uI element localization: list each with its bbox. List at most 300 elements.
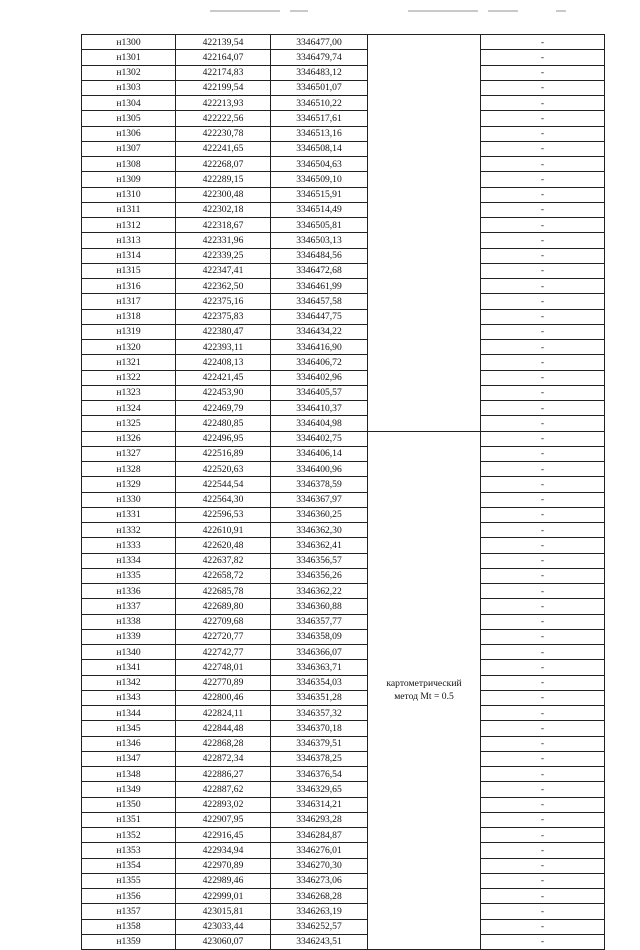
point-id-cell: н1358	[82, 919, 176, 934]
point-id-cell: н1356	[82, 889, 176, 904]
point-id-cell: н1316	[82, 279, 176, 294]
description-cell: -	[481, 492, 605, 507]
description-cell: -	[481, 126, 605, 141]
y-coordinate-cell: 3346406,72	[271, 355, 368, 370]
table-row	[82, 660, 605, 675]
description-cell: -	[481, 812, 605, 827]
table-row	[82, 233, 605, 248]
x-coordinate-cell: 422999,01	[176, 889, 271, 904]
table-row	[82, 462, 605, 477]
method-cell	[368, 431, 481, 950]
point-id-cell: н1327	[82, 446, 176, 461]
y-coordinate-cell: 3346515,91	[271, 187, 368, 202]
y-coordinate-cell: 3346402,96	[271, 370, 368, 385]
point-id-cell: н1304	[82, 96, 176, 111]
x-coordinate-cell: 422516,89	[176, 446, 271, 461]
x-coordinate-cell: 422907,95	[176, 812, 271, 827]
description-cell: -	[481, 751, 605, 766]
point-id-cell: н1331	[82, 507, 176, 522]
table-row	[82, 919, 605, 934]
y-coordinate-cell: 3346410,37	[271, 401, 368, 416]
y-coordinate-cell: 3346268,28	[271, 889, 368, 904]
table-row	[82, 80, 605, 95]
x-coordinate-cell: 423033,44	[176, 919, 271, 934]
point-id-cell: н1301	[82, 50, 176, 65]
table-row	[82, 538, 605, 553]
x-coordinate-cell: 422844,48	[176, 721, 271, 736]
description-cell: -	[481, 65, 605, 80]
description-cell: -	[481, 538, 605, 553]
y-coordinate-cell: 3346357,32	[271, 706, 368, 721]
point-id-cell: н1312	[82, 218, 176, 233]
point-id-cell: н1359	[82, 934, 176, 949]
table-row	[82, 797, 605, 812]
y-coordinate-cell: 3346483,12	[271, 65, 368, 80]
description-cell: -	[481, 446, 605, 461]
table-row	[82, 355, 605, 370]
table-row	[82, 202, 605, 217]
description-cell: -	[481, 477, 605, 492]
y-coordinate-cell: 3346284,87	[271, 828, 368, 843]
point-id-cell: н1344	[82, 706, 176, 721]
y-coordinate-cell: 3346457,58	[271, 294, 368, 309]
table-row	[82, 828, 605, 843]
description-cell: -	[481, 416, 605, 431]
y-coordinate-cell: 3346363,71	[271, 660, 368, 675]
table-row	[82, 614, 605, 629]
x-coordinate-cell: 422742,77	[176, 645, 271, 660]
y-coordinate-cell: 3346360,25	[271, 507, 368, 522]
x-coordinate-cell: 422709,68	[176, 614, 271, 629]
scan-artifact	[488, 10, 518, 12]
x-coordinate-cell: 422164,07	[176, 50, 271, 65]
point-id-cell: н1355	[82, 873, 176, 888]
y-coordinate-cell: 3346405,57	[271, 385, 368, 400]
table-row	[82, 126, 605, 141]
y-coordinate-cell: 3346505,81	[271, 218, 368, 233]
table-row	[82, 340, 605, 355]
description-cell: -	[481, 690, 605, 705]
x-coordinate-cell: 422199,54	[176, 80, 271, 95]
point-id-cell: н1345	[82, 721, 176, 736]
point-id-cell: н1300	[82, 35, 176, 50]
table-row	[82, 492, 605, 507]
x-coordinate-cell: 422989,46	[176, 873, 271, 888]
description-cell: -	[481, 202, 605, 217]
x-coordinate-cell: 422770,89	[176, 675, 271, 690]
table-row	[82, 736, 605, 751]
x-coordinate-cell: 423015,81	[176, 904, 271, 919]
y-coordinate-cell: 3346273,06	[271, 873, 368, 888]
y-coordinate-cell: 3346406,14	[271, 446, 368, 461]
table-row	[82, 767, 605, 782]
point-id-cell: н1311	[82, 202, 176, 217]
x-coordinate-cell: 422139,54	[176, 35, 271, 50]
point-id-cell: н1318	[82, 309, 176, 324]
y-coordinate-cell: 3346504,63	[271, 157, 368, 172]
y-coordinate-cell: 3346472,68	[271, 263, 368, 278]
x-coordinate-cell: 422230,78	[176, 126, 271, 141]
table-row	[82, 584, 605, 599]
y-coordinate-cell: 3346447,75	[271, 309, 368, 324]
table-row	[82, 401, 605, 416]
x-coordinate-cell: 422453,90	[176, 385, 271, 400]
x-coordinate-cell: 422362,50	[176, 279, 271, 294]
description-cell: -	[481, 187, 605, 202]
y-coordinate-cell: 3346503,13	[271, 233, 368, 248]
y-coordinate-cell: 3346517,61	[271, 111, 368, 126]
x-coordinate-cell: 422720,77	[176, 629, 271, 644]
y-coordinate-cell: 3346356,26	[271, 568, 368, 583]
point-id-cell: н1319	[82, 324, 176, 339]
x-coordinate-cell: 422800,46	[176, 690, 271, 705]
point-id-cell: н1349	[82, 782, 176, 797]
table-row	[82, 690, 605, 705]
y-coordinate-cell: 3346379,51	[271, 736, 368, 751]
description-cell: -	[481, 660, 605, 675]
x-coordinate-cell: 422213,93	[176, 96, 271, 111]
table-row	[82, 279, 605, 294]
table-row	[82, 782, 605, 797]
description-cell: -	[481, 889, 605, 904]
description-cell: -	[481, 431, 605, 446]
x-coordinate-cell: 422824,11	[176, 706, 271, 721]
point-id-cell: н1341	[82, 660, 176, 675]
y-coordinate-cell: 3346376,54	[271, 767, 368, 782]
table-row	[82, 629, 605, 644]
y-coordinate-cell: 3346252,57	[271, 919, 368, 934]
x-coordinate-cell: 422934,94	[176, 843, 271, 858]
table-row	[82, 172, 605, 187]
y-coordinate-cell: 3346477,00	[271, 35, 368, 50]
point-id-cell: н1302	[82, 65, 176, 80]
x-coordinate-cell: 422222,56	[176, 111, 271, 126]
point-id-cell: н1305	[82, 111, 176, 126]
description-cell: -	[481, 767, 605, 782]
point-id-cell: н1313	[82, 233, 176, 248]
point-id-cell: н1324	[82, 401, 176, 416]
point-id-cell: н1350	[82, 797, 176, 812]
table-row	[82, 873, 605, 888]
table-row	[82, 553, 605, 568]
description-cell: -	[481, 401, 605, 416]
x-coordinate-cell: 422318,67	[176, 218, 271, 233]
point-id-cell: н1323	[82, 385, 176, 400]
x-coordinate-cell: 422380,47	[176, 324, 271, 339]
coordinates-table-body	[82, 35, 605, 950]
point-id-cell: н1336	[82, 584, 176, 599]
point-id-cell: н1333	[82, 538, 176, 553]
table-row	[82, 324, 605, 339]
y-coordinate-cell: 3346329,65	[271, 782, 368, 797]
point-id-cell: н1353	[82, 843, 176, 858]
description-cell: -	[481, 934, 605, 949]
y-coordinate-cell: 3346501,07	[271, 80, 368, 95]
table-row	[82, 477, 605, 492]
x-coordinate-cell: 422480,85	[176, 416, 271, 431]
x-coordinate-cell: 422520,63	[176, 462, 271, 477]
y-coordinate-cell: 3346404,98	[271, 416, 368, 431]
point-id-cell: н1307	[82, 141, 176, 156]
description-cell: -	[481, 96, 605, 111]
x-coordinate-cell: 422872,34	[176, 751, 271, 766]
y-coordinate-cell: 3346479,74	[271, 50, 368, 65]
description-cell: -	[481, 568, 605, 583]
y-coordinate-cell: 3346263,19	[271, 904, 368, 919]
table-row	[82, 645, 605, 660]
x-coordinate-cell: 422300,48	[176, 187, 271, 202]
table-row	[82, 96, 605, 111]
point-id-cell: н1322	[82, 370, 176, 385]
table-row	[82, 858, 605, 873]
point-id-cell: н1335	[82, 568, 176, 583]
y-coordinate-cell: 3346360,88	[271, 599, 368, 614]
y-coordinate-cell: 3346484,56	[271, 248, 368, 263]
description-cell: -	[481, 172, 605, 187]
x-coordinate-cell: 422610,91	[176, 523, 271, 538]
point-id-cell: н1329	[82, 477, 176, 492]
description-cell: -	[481, 629, 605, 644]
description-cell: -	[481, 50, 605, 65]
point-id-cell: н1330	[82, 492, 176, 507]
description-cell: -	[481, 523, 605, 538]
description-cell: -	[481, 111, 605, 126]
method-label-line1: картометрический	[386, 678, 462, 690]
table-row	[82, 904, 605, 919]
table-row	[82, 675, 605, 690]
table-row	[82, 812, 605, 827]
description-cell: -	[481, 141, 605, 156]
scan-artifact	[290, 10, 308, 12]
table-row	[82, 50, 605, 65]
description-cell: -	[481, 218, 605, 233]
description-cell: -	[481, 233, 605, 248]
x-coordinate-cell: 422970,89	[176, 858, 271, 873]
x-coordinate-cell: 422331,96	[176, 233, 271, 248]
table-row	[82, 370, 605, 385]
x-coordinate-cell: 422620,48	[176, 538, 271, 553]
x-coordinate-cell: 422289,15	[176, 172, 271, 187]
x-coordinate-cell: 422241,65	[176, 141, 271, 156]
point-id-cell: н1317	[82, 294, 176, 309]
x-coordinate-cell: 422564,30	[176, 492, 271, 507]
y-coordinate-cell: 3346378,59	[271, 477, 368, 492]
y-coordinate-cell: 3346434,22	[271, 324, 368, 339]
y-coordinate-cell: 3346362,30	[271, 523, 368, 538]
y-coordinate-cell: 3346461,99	[271, 279, 368, 294]
table-row	[82, 843, 605, 858]
description-cell: -	[481, 797, 605, 812]
point-id-cell: н1325	[82, 416, 176, 431]
y-coordinate-cell: 3346354,03	[271, 675, 368, 690]
point-id-cell: н1315	[82, 263, 176, 278]
x-coordinate-cell: 422886,27	[176, 767, 271, 782]
table-row	[82, 111, 605, 126]
point-id-cell: н1314	[82, 248, 176, 263]
point-id-cell: н1326	[82, 431, 176, 446]
y-coordinate-cell: 3346509,10	[271, 172, 368, 187]
scan-artifact	[556, 10, 566, 12]
x-coordinate-cell: 422685,78	[176, 584, 271, 599]
y-coordinate-cell: 3346402,75	[271, 431, 368, 446]
x-coordinate-cell: 422408,13	[176, 355, 271, 370]
point-id-cell: н1306	[82, 126, 176, 141]
x-coordinate-cell: 422421,45	[176, 370, 271, 385]
description-cell: -	[481, 721, 605, 736]
method-cell-empty	[368, 35, 481, 432]
description-cell: -	[481, 645, 605, 660]
scan-artifact	[408, 10, 478, 12]
point-id-cell: н1339	[82, 629, 176, 644]
y-coordinate-cell: 3346362,22	[271, 584, 368, 599]
table-row	[82, 416, 605, 431]
table-row	[82, 65, 605, 80]
coordinates-table	[81, 34, 605, 950]
y-coordinate-cell: 3346370,18	[271, 721, 368, 736]
y-coordinate-cell: 3346513,16	[271, 126, 368, 141]
table-row	[82, 751, 605, 766]
table-row	[82, 385, 605, 400]
y-coordinate-cell: 3346400,96	[271, 462, 368, 477]
description-cell: -	[481, 584, 605, 599]
point-id-cell: н1303	[82, 80, 176, 95]
description-cell: -	[481, 248, 605, 263]
table-row	[82, 187, 605, 202]
y-coordinate-cell: 3346514,49	[271, 202, 368, 217]
y-coordinate-cell: 3346510,22	[271, 96, 368, 111]
x-coordinate-cell: 422689,80	[176, 599, 271, 614]
description-cell: -	[481, 157, 605, 172]
y-coordinate-cell: 3346367,97	[271, 492, 368, 507]
table-row	[82, 568, 605, 583]
point-id-cell: н1309	[82, 172, 176, 187]
point-id-cell: н1320	[82, 340, 176, 355]
y-coordinate-cell: 3346314,21	[271, 797, 368, 812]
point-id-cell: н1342	[82, 675, 176, 690]
description-cell: -	[481, 385, 605, 400]
point-id-cell: н1343	[82, 690, 176, 705]
description-cell: -	[481, 873, 605, 888]
description-cell: -	[481, 507, 605, 522]
x-coordinate-cell: 422375,16	[176, 294, 271, 309]
description-cell: -	[481, 324, 605, 339]
x-coordinate-cell: 422375,83	[176, 309, 271, 324]
table-row	[82, 523, 605, 538]
x-coordinate-cell: 422748,01	[176, 660, 271, 675]
table-row	[82, 721, 605, 736]
table-row	[82, 263, 605, 278]
description-cell: -	[481, 340, 605, 355]
scan-artifact	[210, 10, 280, 12]
y-coordinate-cell: 3346362,41	[271, 538, 368, 553]
y-coordinate-cell: 3346358,09	[271, 629, 368, 644]
y-coordinate-cell: 3346276,01	[271, 843, 368, 858]
y-coordinate-cell: 3346357,77	[271, 614, 368, 629]
point-id-cell: н1351	[82, 812, 176, 827]
description-cell: -	[481, 294, 605, 309]
description-cell: -	[481, 355, 605, 370]
x-coordinate-cell: 422887,62	[176, 782, 271, 797]
table-row	[82, 599, 605, 614]
table-row	[82, 446, 605, 461]
point-id-cell: н1321	[82, 355, 176, 370]
point-id-cell: н1354	[82, 858, 176, 873]
point-id-cell: н1348	[82, 767, 176, 782]
description-cell: -	[481, 35, 605, 50]
table-row	[82, 309, 605, 324]
table-row	[82, 157, 605, 172]
point-id-cell: н1357	[82, 904, 176, 919]
x-coordinate-cell: 422347,41	[176, 263, 271, 278]
point-id-cell: н1334	[82, 553, 176, 568]
description-cell: -	[481, 904, 605, 919]
y-coordinate-cell: 3346356,57	[271, 553, 368, 568]
description-cell: -	[481, 858, 605, 873]
table-row	[82, 141, 605, 156]
y-coordinate-cell: 3346416,90	[271, 340, 368, 355]
description-cell: -	[481, 370, 605, 385]
table-row	[82, 706, 605, 721]
table-row	[82, 431, 605, 446]
point-id-cell: н1340	[82, 645, 176, 660]
point-id-cell: н1346	[82, 736, 176, 751]
description-cell: -	[481, 553, 605, 568]
table-row	[82, 934, 605, 949]
y-coordinate-cell: 3346243,51	[271, 934, 368, 949]
description-cell: -	[481, 706, 605, 721]
description-cell: -	[481, 782, 605, 797]
description-cell: -	[481, 263, 605, 278]
point-id-cell: н1332	[82, 523, 176, 538]
x-coordinate-cell: 422893,02	[176, 797, 271, 812]
point-id-cell: н1328	[82, 462, 176, 477]
x-coordinate-cell: 422658,72	[176, 568, 271, 583]
description-cell: -	[481, 919, 605, 934]
y-coordinate-cell: 3346270,30	[271, 858, 368, 873]
y-coordinate-cell: 3346366,07	[271, 645, 368, 660]
x-coordinate-cell: 422302,18	[176, 202, 271, 217]
description-cell: -	[481, 599, 605, 614]
table-row	[82, 218, 605, 233]
description-cell: -	[481, 828, 605, 843]
y-coordinate-cell: 3346351,28	[271, 690, 368, 705]
table-row	[82, 294, 605, 309]
table-row	[82, 35, 605, 50]
x-coordinate-cell: 422596,53	[176, 507, 271, 522]
x-coordinate-cell: 422496,95	[176, 431, 271, 446]
x-coordinate-cell: 422339,25	[176, 248, 271, 263]
y-coordinate-cell: 3346508,14	[271, 141, 368, 156]
table-row	[82, 248, 605, 263]
point-id-cell: н1337	[82, 599, 176, 614]
page-header-smudge	[0, 6, 640, 16]
description-cell: -	[481, 80, 605, 95]
table-row	[82, 889, 605, 904]
point-id-cell: н1352	[82, 828, 176, 843]
x-coordinate-cell: 423060,07	[176, 934, 271, 949]
x-coordinate-cell: 422393,11	[176, 340, 271, 355]
x-coordinate-cell: 422268,07	[176, 157, 271, 172]
point-id-cell: н1308	[82, 157, 176, 172]
description-cell: -	[481, 614, 605, 629]
description-cell: -	[481, 279, 605, 294]
x-coordinate-cell: 422174,83	[176, 65, 271, 80]
x-coordinate-cell: 422544,54	[176, 477, 271, 492]
point-id-cell: н1310	[82, 187, 176, 202]
x-coordinate-cell: 422469,79	[176, 401, 271, 416]
x-coordinate-cell: 422637,82	[176, 553, 271, 568]
y-coordinate-cell: 3346378,25	[271, 751, 368, 766]
